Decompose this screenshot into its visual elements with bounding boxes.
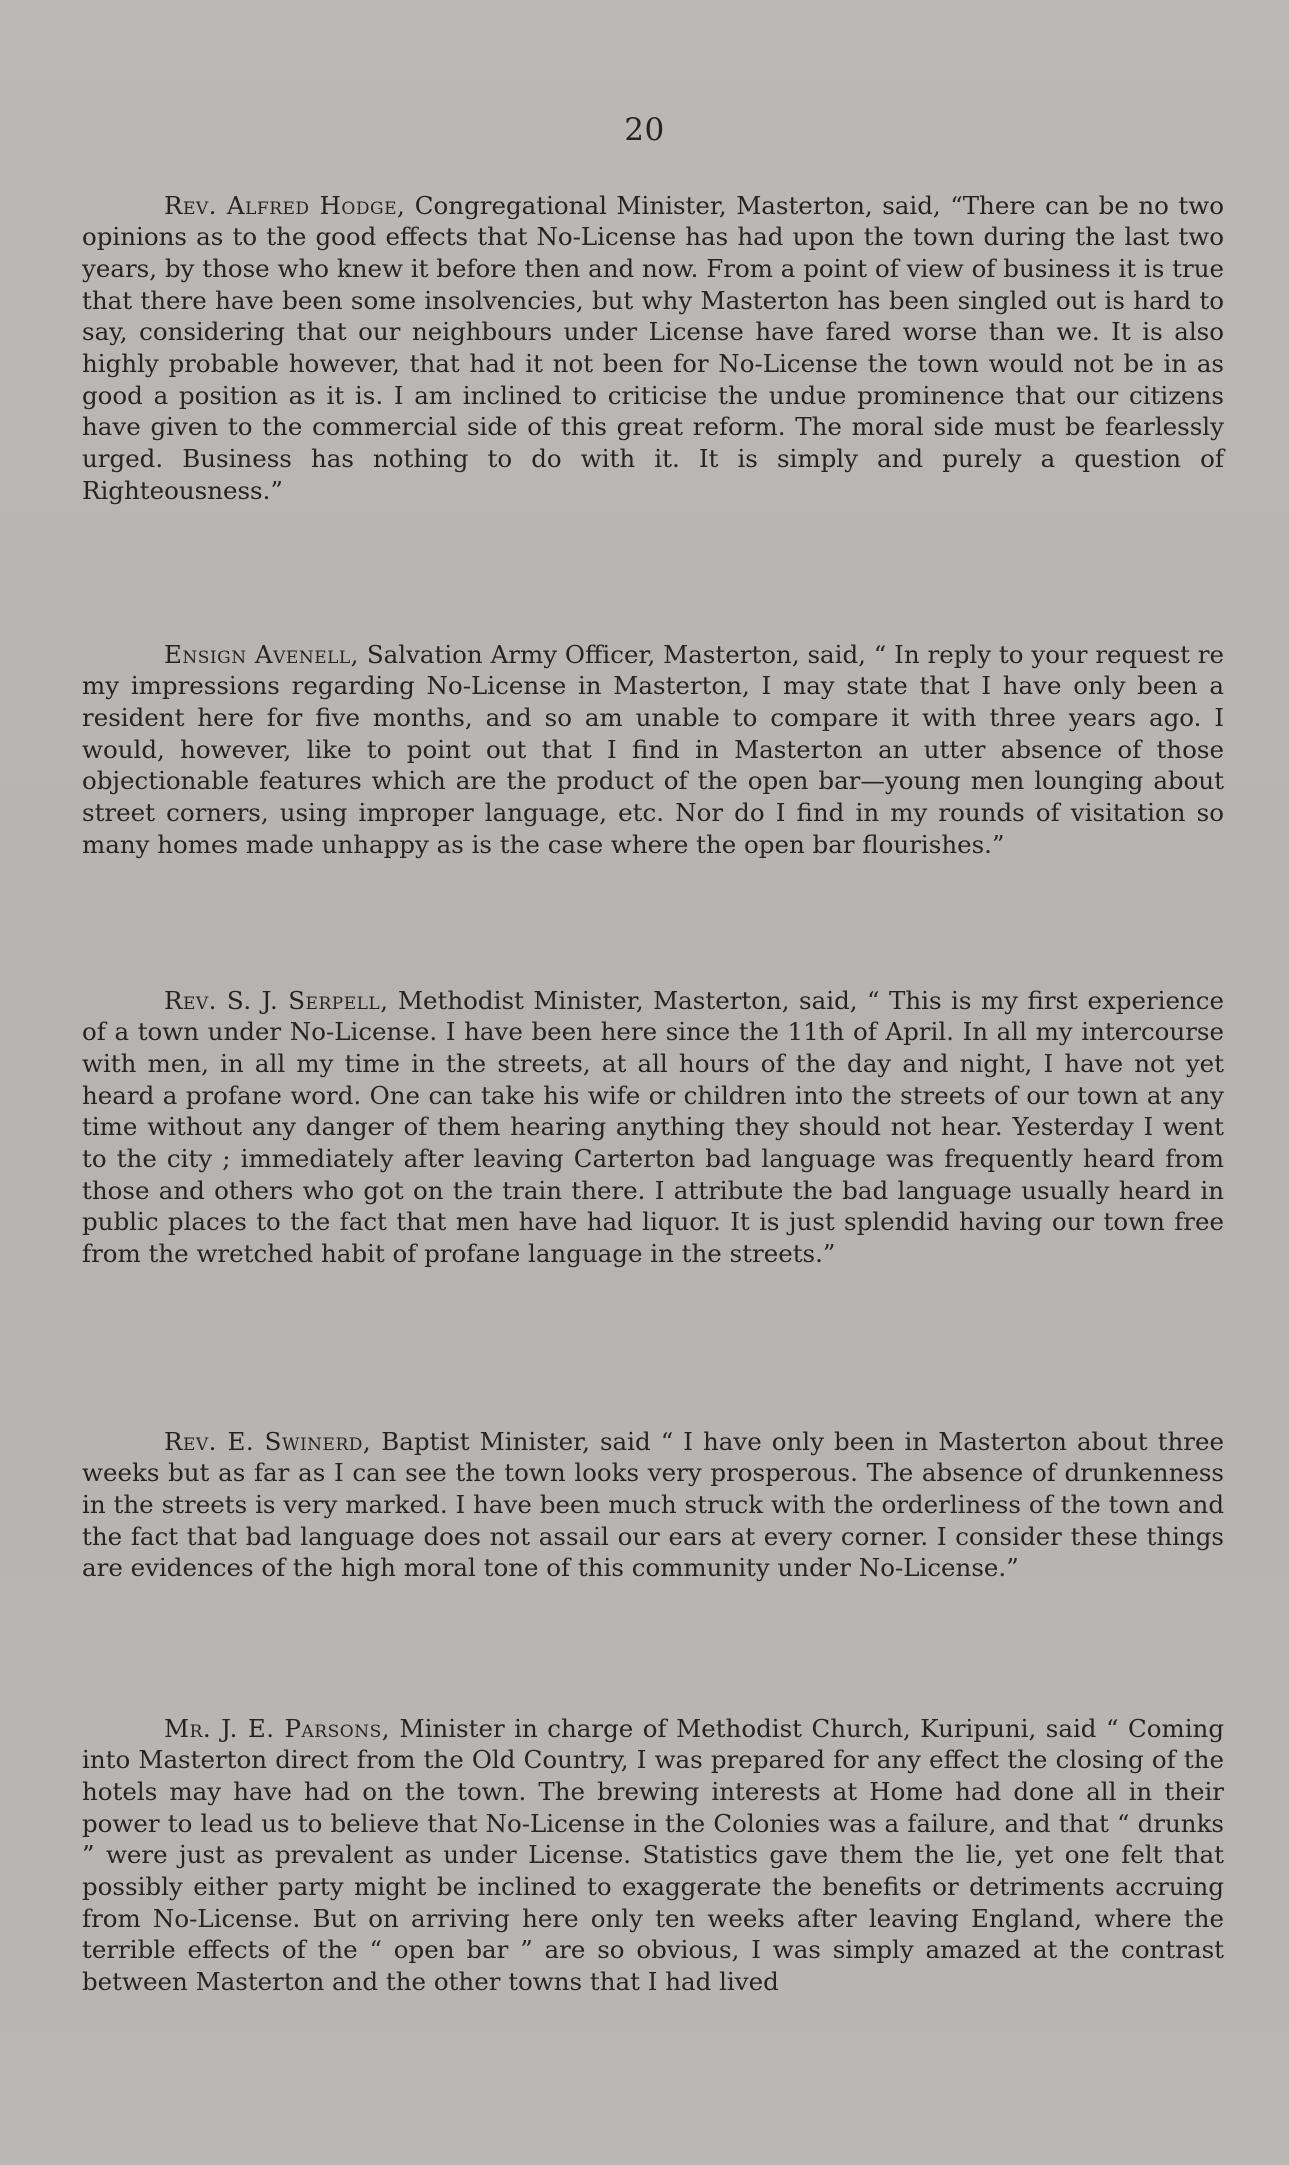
- speaker-name: Mr. J. E. Parsons,: [164, 1713, 391, 1743]
- speaker-name: Rev. S. J. Serpell,: [164, 985, 389, 1015]
- testimony-paragraph: [82, 985, 1224, 1270]
- testimony-paragraph: [82, 190, 1224, 507]
- speaker-name: Rev. E. Swinerd,: [164, 1426, 372, 1456]
- testimony-text: Congregational Minister, Masterton, said, “There can be no two opinions as to the good effects that No-License has had upon the town during the last two years, by those who knew it before then and now. From a point of view of business it is true that there have been some insolvencies, but why Masterton has been singled out is hard to say, considering that our neighbours under License have fared worse than we. It is also highly probable however, that had it not been for No-License the town would not be in as good a position as it is. I am inclined to criticise the undue prominence that our citizens have given to the commercial side of this great reform. The moral side must be fearlessly urged. Business has nothing to do with it. It is simply and purely a question of Righteousness.”: [82, 190, 1224, 505]
- speaker-name: Rev. Alfred Hodge,: [164, 190, 406, 220]
- testimony-paragraph: [82, 639, 1224, 861]
- testimony-paragraph: [82, 1713, 1224, 1998]
- testimony-text: Salvation Army Officer, Masterton, said, “ In reply to your request re my impressions regarding No-License in Masterton, I may state that I have only been a resident here for five months, and so am unable to compare it with three years ago. I would, however, like to point out that I find in Masterton an utter absence of those objectionable features which are the product of the open bar—young men lounging about street corners, using improper language, etc. Nor do I find in my rounds of visitation so many homes made unhappy as is the case where the open bar flourishes.”: [82, 639, 1224, 859]
- testimony-text: Minister in charge of Methodist Church, Kuripuni, said “ Coming into Masterton direct from the Old Country, I was prepared for any effect the closing of the hotels may have had on the town. The brewing interests at Home had done all in their power to lead us to believe that No-License in the Colonies was a failure, and that “ drunks ” were just as prevalent as under License. Statistics gave them the lie, yet one felt that possibly either party might be inclined to exaggerate the benefits or detriments accruing from No-License. But on arriving here only ten weeks after leaving England, where the terrible effects of the “ open bar ” are so obvious, I was simply amazed at the contrast between Masterton and the other towns that I had lived: [82, 1713, 1225, 1997]
- testimony-text: Baptist Minister, said “ I have only been in Masterton about three weeks but as far as I can see the town looks very prosperous. The absence of drunkenness in the streets is very marked. I have been much struck with the orderliness of the town and the fact that bad language does not assail our ears at every corner. I consider these things are evidences of the high moral tone of this community under No-License.”: [82, 1426, 1224, 1583]
- page-number: 20: [624, 112, 665, 148]
- speaker-name: Ensign Avenell,: [164, 639, 359, 669]
- testimony-text: Methodist Minister, Masterton, said, “ This is my first experience of a town under No-License. I have been here since the 11th of April. In all my intercourse with men, in all my time in the streets, at all hours of the day and night, I have not yet heard a profane word. One can take his wife or children into the streets of our town at any time without any danger of them hearing anything they should not hear. Yesterday I went to the city ; immediately after leaving Carterton bad language was frequently heard from those and others who got on the train there. I attribute the bad language usually heard in public places to the fact that men have had liquor. It is just splendid having our town free from the wretched habit of profane language in the streets.”: [82, 985, 1224, 1269]
- testimony-paragraph: [82, 1426, 1224, 1585]
